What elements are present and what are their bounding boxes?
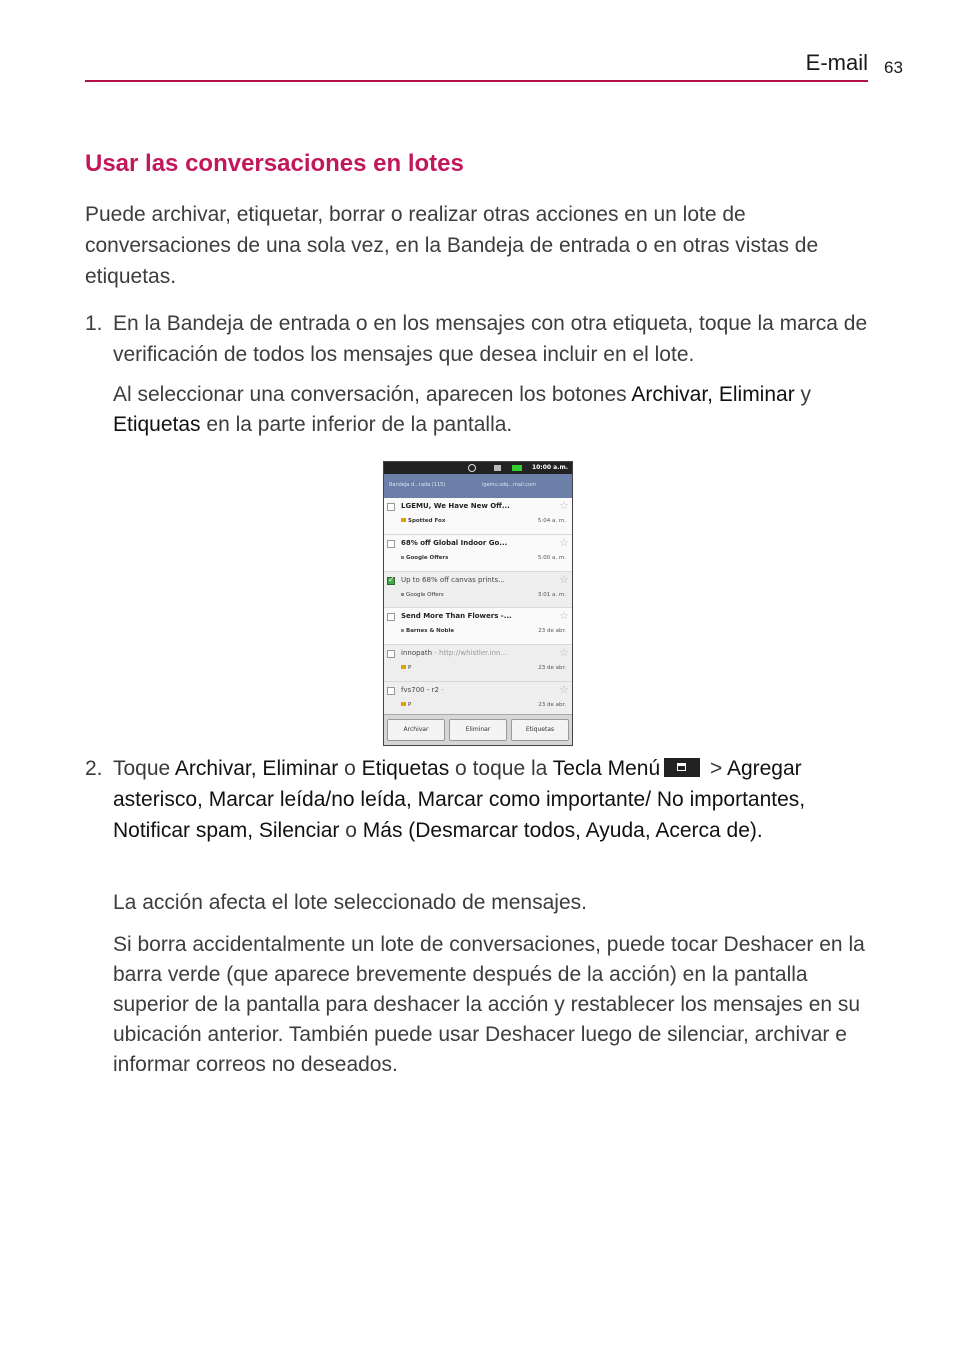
account-label[interactable]: lgemu.sdq...mail.com: [482, 482, 536, 488]
delete-button[interactable]: Eliminar: [449, 719, 507, 741]
page-number: 63: [884, 58, 903, 77]
star-icon[interactable]: ☆: [559, 572, 569, 586]
message-sender: Spotted Fox: [401, 518, 445, 524]
status-time: 10:00 a.m.: [531, 464, 568, 471]
phone-screenshot: [383, 461, 573, 746]
step-text: Toque: [113, 757, 175, 780]
note-text: en la parte inferior de la pantalla.: [200, 413, 513, 436]
status-bar: [384, 462, 572, 474]
label-tag-icon: [401, 629, 404, 632]
label-tag-icon: [401, 593, 404, 596]
message-row[interactable]: [384, 572, 572, 609]
select-checkbox[interactable]: [387, 503, 395, 511]
select-checkbox[interactable]: [387, 650, 395, 658]
select-checkbox[interactable]: [387, 687, 395, 695]
label-tag-icon: [401, 702, 406, 706]
step-text: o: [338, 757, 362, 780]
menu-key-term: Tecla Menú: [552, 757, 661, 780]
step-1-number: 1.: [85, 312, 103, 335]
message-subject: fvs700 - r2 -: [401, 685, 444, 694]
step-text: o: [339, 819, 363, 842]
archive-button[interactable]: Archivar: [387, 719, 445, 741]
message-sender: Barnes & Noble: [401, 628, 454, 634]
label-tag-icon: [401, 556, 404, 559]
step-2-number: 2.: [85, 757, 103, 780]
step-2: [85, 753, 885, 846]
menu-key-icon: [664, 758, 700, 777]
message-subject: Up to 68% off canvas prints...: [401, 575, 505, 584]
message-row[interactable]: [384, 608, 572, 645]
step-text: o toque la: [449, 757, 553, 780]
gps-icon: [468, 464, 476, 472]
select-checkbox[interactable]: [387, 613, 395, 621]
star-icon[interactable]: ☆: [559, 499, 569, 512]
message-date: 5:00 a. m.: [537, 554, 566, 561]
mail-title-bar: [384, 474, 572, 498]
labels-term: Etiquetas: [113, 413, 201, 436]
note-text: Al seleccionar una conversación, aparecen los botones: [113, 383, 632, 406]
step-text: >: [704, 757, 727, 780]
message-subject: innopath - http://whistler.inn...: [401, 649, 508, 658]
message-row[interactable]: [384, 535, 572, 572]
message-sender: Google Offers: [401, 555, 448, 561]
step-2-note-2: Si borra accidentalmente un lote de conversaciones, puede tocar Deshacer en la barra verde (que aparece brevemente después de la acción) en la pantalla superior de la pantalla para deshacer la acción y restablecer los mensajes en su ubicación anterior. También puede usar Deshacer luego de silenciar, archivar e informar correos no deseados.: [113, 933, 865, 1076]
archive-delete-term: Archivar, Eliminar: [174, 757, 339, 780]
archive-delete-term: Archivar, Eliminar: [631, 383, 795, 406]
message-date: 23 de abr.: [538, 701, 566, 708]
message-subject: Send More Than Flowers -...: [401, 612, 512, 621]
section-title: E-mail: [805, 50, 868, 75]
message-row[interactable]: [384, 498, 572, 535]
battery-icon: [512, 465, 522, 471]
intro-paragraph: Puede archivar, etiquetar, borrar o realizar otras acciones en un lote de conversaciones de una sola vez, en la Bandeja de entrada o en otras vistas de etiquetas.: [85, 203, 819, 288]
step-2-text: [113, 753, 885, 846]
message-subject: LGEMU, We Have New Off...: [401, 502, 510, 510]
star-icon[interactable]: ☆: [559, 535, 569, 549]
step-2-note-1: La acción afecta el lote seleccionado de mensajes.: [113, 891, 587, 914]
step-1-note: [113, 380, 873, 440]
star-icon[interactable]: ☆: [559, 682, 569, 696]
sim-icon: [494, 465, 501, 471]
message-row[interactable]: [384, 645, 572, 682]
labels-term: Etiquetas: [361, 757, 450, 780]
more-options-term: Más (Desmarcar todos, Ayuda, Acerca de).: [362, 819, 763, 842]
message-date: 23 de abr.: [538, 665, 566, 672]
inbox-label[interactable]: Bandeja d...rada (115): [389, 482, 446, 488]
step-1-text: En la Bandeja de entrada o en los mensajes con otra etiqueta, toque la marca de verificación de todos los mensajes que desea incluir en el lote.: [113, 312, 868, 366]
message-list: [384, 498, 572, 719]
message-date: 23 de abr.: [538, 628, 566, 635]
message-date: 3:01 a. m.: [537, 591, 566, 598]
batch-action-bar: [384, 714, 572, 745]
menu-options-term: Agregar asterisco, Marcar leída/no leída, Marcar como importante/ No importantes, Notificar spam, Silenciar: [113, 757, 806, 842]
label-tag-icon: [401, 518, 406, 522]
star-icon[interactable]: ☆: [559, 646, 569, 660]
labels-button[interactable]: Etiquetas: [511, 719, 569, 741]
select-checkbox[interactable]: [387, 577, 395, 585]
message-sender: P: [401, 702, 411, 708]
section-heading: Usar las conversaciones en lotes: [85, 150, 464, 177]
step-1: [85, 308, 885, 370]
select-checkbox[interactable]: [387, 540, 395, 548]
label-tag-icon: [401, 665, 406, 669]
message-sender: P: [401, 665, 411, 671]
message-sender: Google Offers: [401, 592, 444, 598]
header-divider: [85, 80, 868, 82]
star-icon[interactable]: ☆: [559, 609, 569, 623]
message-date: 5:04 a. m.: [537, 518, 566, 524]
note-text: y: [794, 383, 812, 406]
message-subject: 68% off Global Indoor Go...: [401, 538, 508, 547]
